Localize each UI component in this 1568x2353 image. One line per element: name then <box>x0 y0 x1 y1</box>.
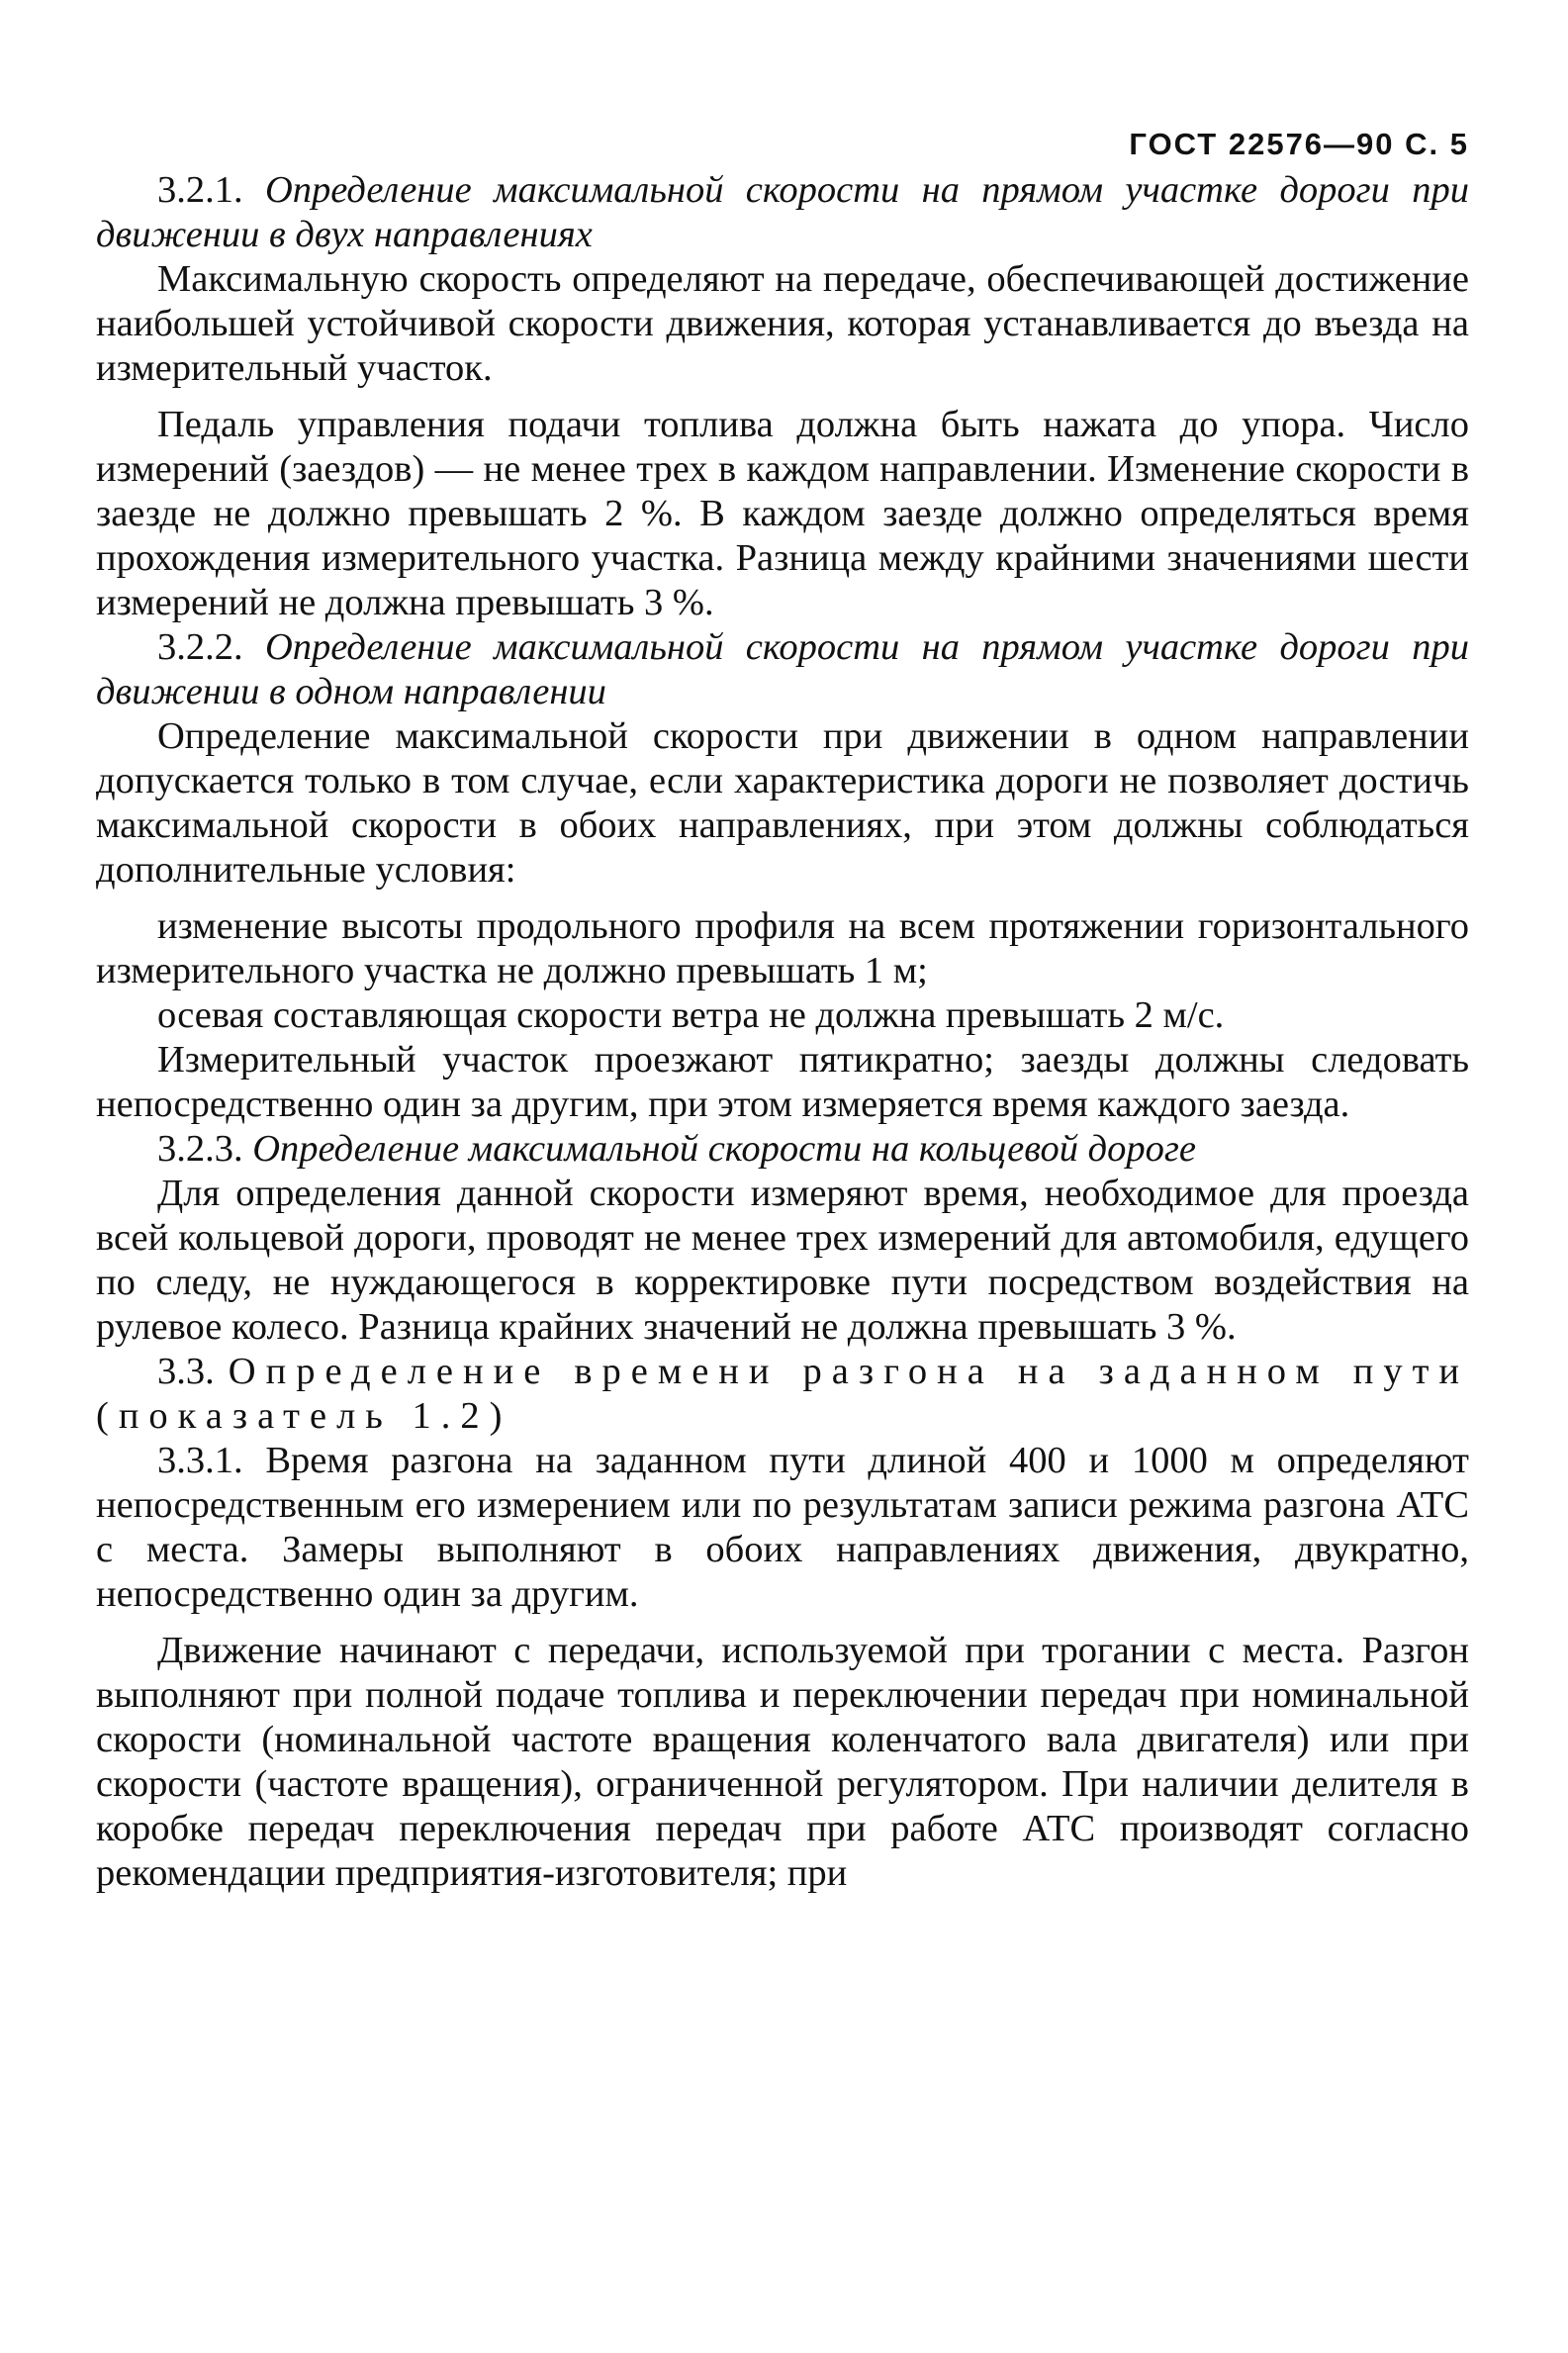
paragraph-ring-road: Для определения данной скорости измеряют время, необходимое для проезда всей кольцевой дороги, проводят не менее трех измерений для автомобиля, едущего по следу, не нуждающегося в корректировке пути посредством воздействия на рулевое колесо. Разница крайних значений не должна превышать 3 %. <box>96 1173 1469 1348</box>
document-page <box>96 127 1469 1896</box>
paragraph-fuel-pedal: Педаль управления подачи топлива должна быть нажата до упора. Число измерений (заездов) — не менее трех в каждом направлении. Изменение скорости в заезде не должно превышать 2 %. В каждом заезде должно определяться время прохождения измерительного участка. Разница между крайними значениями шести измерений не должна превышать 3 %. <box>96 404 1469 623</box>
paragraph-gear-shifting: Движение начинают с передачи, используемой при трогании с места. Разгон выполняют при полной подаче топлива и переключении передач при номинальной скорости (номинальной частоте вращения коленчатого вала двигателя) или при скорости (частоте вращения), ограниченной регулятором. При наличии делителя в коробке передач переключения передач при работе АТС производят согласно рекомендации предприятия-изготовителя; при <box>96 1630 1469 1894</box>
section-title: Определение максимальной скорости на кольцевой дороге <box>252 1128 1196 1170</box>
paragraph-acceleration-time: 3.3.1. Время разгона на заданном пути длиной 400 и 1000 м определяют непосредственным его измерением или по результатам записи режима разгона АТС с места. Замеры выполняют в обоих направлениях движения, двукратно, непосредственно один за другим. <box>96 1440 1469 1615</box>
section-3-3-heading <box>96 1350 1469 1439</box>
section-3-2-1-heading <box>96 168 1469 257</box>
section-number: 3.2.1. <box>157 169 243 211</box>
section-3-2-3-heading <box>96 1127 1469 1172</box>
paragraph-five-runs: Измерительный участок проезжают пятикратно; заезды должны следовать непосредственно один за другим, при этом измеряется время каждого заезда. <box>96 1039 1469 1125</box>
paragraph-condition-wind: осевая составляющая скорости ветра не должна превышать 2 м/с. <box>157 994 1225 1036</box>
section-number: 3.2.3. <box>157 1128 243 1170</box>
section-title: Определение максимальной скорости на прямом участке дороги при движении в двух направлениях <box>96 169 1469 255</box>
section-number: 3.2.2. <box>157 626 243 668</box>
paragraph-one-direction: Определение максимальной скорости при движении в одном направлении допускается только в том случае, если характеристика дороги не позволяет достичь максимальной скорости в обоих направлениях, при этом должны соблюдаться дополнительные условия: <box>96 715 1469 891</box>
paragraph-condition-profile: изменение высоты продольного профиля на всем протяжении горизонтального измерительного участка не должно превышать 1 м; <box>96 905 1469 991</box>
section-title: Определение времени разгона на заданном пути (показатель 1.2) <box>96 1351 1470 1437</box>
paragraph-max-speed-gear: Максимальную скорость определяют на передаче, обеспечивающей достижение наибольшей устойчивой скорости движения, которая устанавливается до въезда на измерительный участок. <box>96 258 1469 389</box>
section-number: 3.3. <box>157 1351 215 1392</box>
page-header: ГОСТ 22576—90 С. 5 <box>1129 127 1469 161</box>
section-title: Определение максимальной скорости на прямом участке дороги при движении в одном направлении <box>96 626 1469 712</box>
section-3-2-2-heading <box>96 625 1469 714</box>
